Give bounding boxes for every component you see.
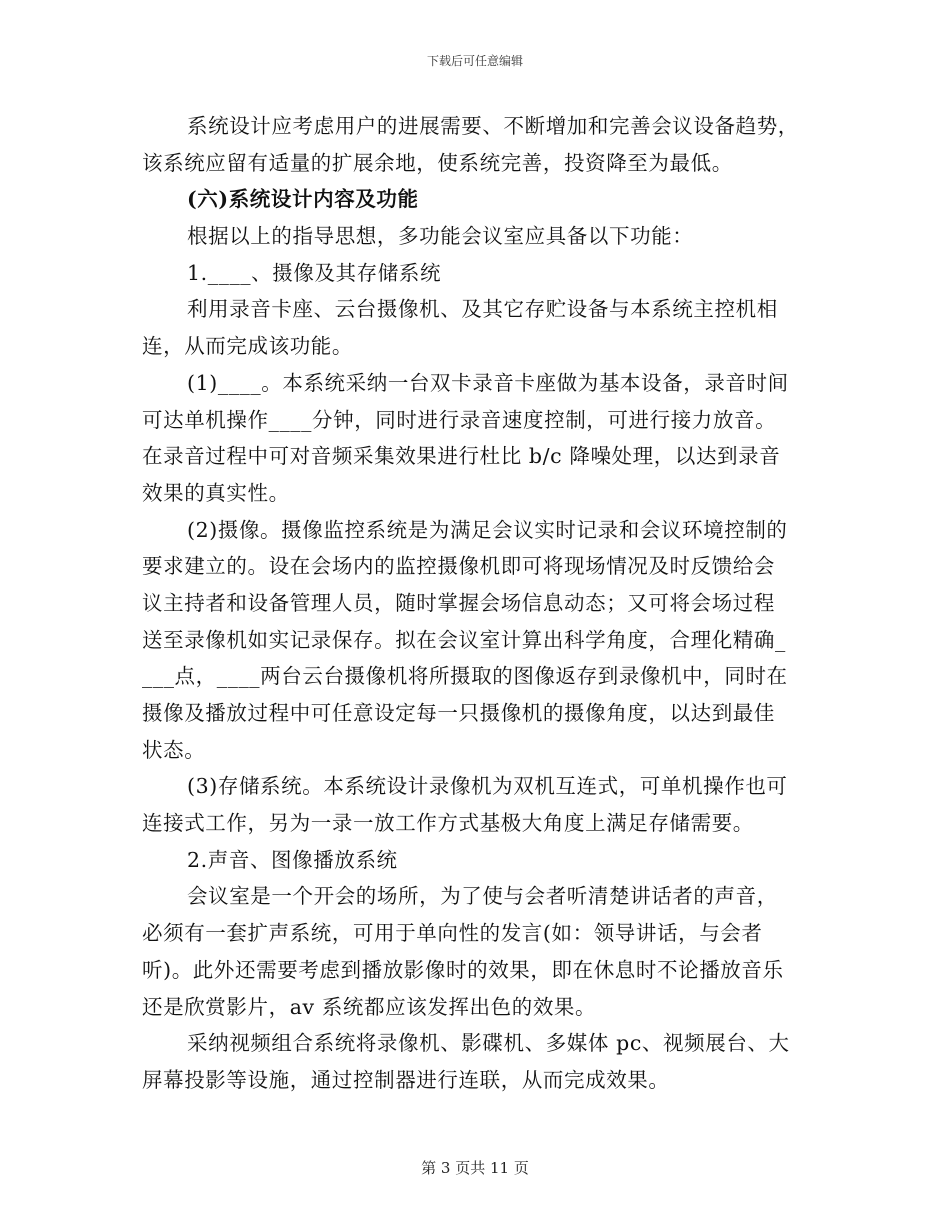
body-line: 摄像及播放过程中可任意设定每一只摄像机的摄像角度，以达到最佳 [142,701,775,725]
body-line: 利用录音卡座、云台摄像机、及其它存贮设备与本系统主控机相 [187,297,778,322]
body-line: (2)摄像。摄像监控系统是为满足会议实时记录和会议环境控制的 [187,517,788,542]
body-line: 采纳视频组合系统将录像机、影碟机、多媒体 pc、视频展台、大 [187,1031,790,1056]
body-line: 必须有一套扩声系统，可用于单向性的发言(如：领导讲话，与会者 [142,921,763,946]
body-line: 听)。此外还需要考虑到播放影像时的效果，即在休息时不论播放音乐 [142,957,784,982]
list-heading: 2.声音、图像播放系统 [187,847,398,872]
body-line: 连，从而完成该功能。 [142,334,353,359]
body-line: 根据以上的指导思想，多功能会议室应具备以下功能： [187,224,694,249]
document-body [142,108,812,1099]
body-line: 会议室是一个开会的场所，为了使与会者听清楚讲话者的声音， [187,884,778,909]
list-heading: 1.____、摄像及其存储系统 [187,260,442,285]
body-line: 状态。 [142,737,206,762]
body-line: (1)____。本系统采纳一台双卡录音卡座做为基本设备，录音时间 [187,370,789,395]
body-line: 连接式工作，另为一录一放工作方式基极大角度上满足存储需要。 [142,811,754,836]
page-footer: 第 3 页共 11 页 [421,1159,529,1177]
body-line: 要求建立的。设在会场内的监控摄像机即可将现场情况及时反馈给会 [142,554,775,579]
body-line: 在录音过程中可对音频采集效果进行杜比 b/c 降噪处理，以达到录音 [142,444,781,469]
body-line: ___点，____两台云台摄像机将所摄取的图像返存到录像机中，同时在 [142,664,788,689]
body-line: 屏幕投影等设施，通过控制器进行连联，从而完成效果。 [142,1067,670,1092]
page-header: 下载后可任意编辑 [426,54,523,68]
body-line: 议主持者和设备管理人员，随时掌握会场信息动态；又可将会场过程 [142,590,775,615]
section-heading: (六)系统设计内容及功能 [187,187,419,212]
body-line: 该系统应留有适量的扩展余地，使系统完善，投资降至为最低。 [142,150,733,175]
body-line: (3)存储系统。本系统设计录像机为双机互连式，可单机操作也可 [187,774,788,799]
body-line: 可达单机操作____分钟，同时进行录音速度控制，可进行接力放音。 [142,407,777,432]
body-line: 效果的真实性。 [142,480,290,505]
body-line: 还是欣赏影片，av 系统都应该发挥出色的效果。 [142,994,597,1019]
body-line: 送至录像机如实记录保存。拟在会议室计算出科学角度，合理化精确_ [142,627,786,652]
body-line: 系统设计应考虑用户的进展需要、不断增加和完善会议设备趋势， [187,114,799,138]
